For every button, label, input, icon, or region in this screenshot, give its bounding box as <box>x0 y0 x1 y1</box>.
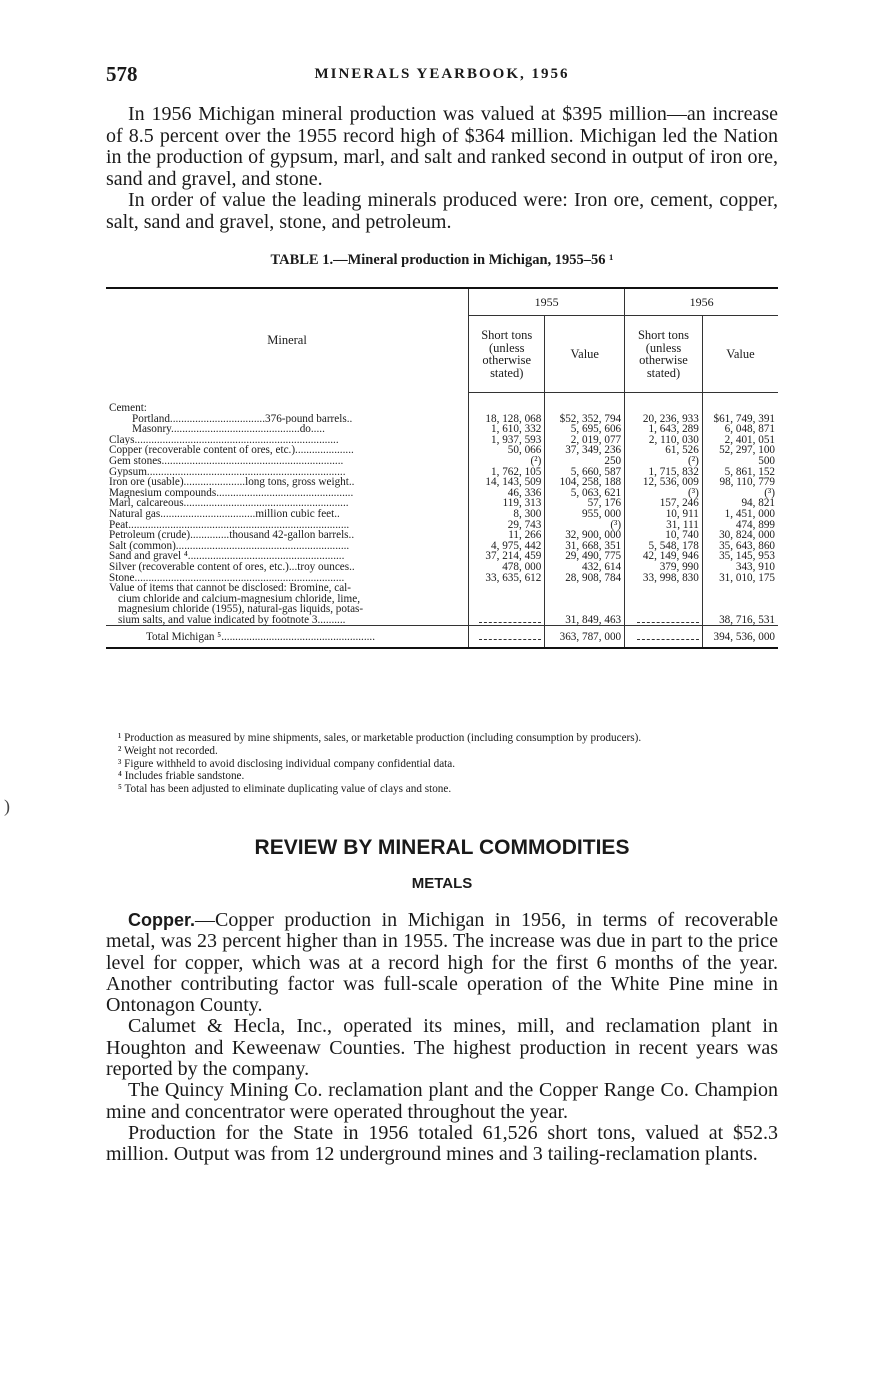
table-row <box>106 509 778 520</box>
cell-v56: 6, 048, 871 <box>702 424 778 435</box>
cell-v55: $52, 352, 794 <box>545 414 625 425</box>
cell-v56 <box>702 403 778 414</box>
cell-v55: 5, 695, 606 <box>545 424 625 435</box>
cell-t55 <box>469 583 545 594</box>
mineral-production-table <box>106 287 778 649</box>
table-row <box>106 445 778 456</box>
cell-v56: 500 <box>702 456 778 467</box>
table-row <box>106 573 778 584</box>
cell-v55: 32, 900, 000 <box>545 530 625 541</box>
margin-mark: ) <box>4 796 10 816</box>
cell-t55 <box>469 615 545 626</box>
cell-v56: 1, 451, 000 <box>702 509 778 520</box>
total-value-1955: 363, 787, 000 <box>545 626 625 648</box>
body-paragraph: Production for the State in 1956 totaled 61,526 short tons, valued at $52.3 million. Output was from 12 underground mines and 3 tailing-reclamation plants. <box>106 1121 778 1166</box>
cell-v55: 28, 908, 784 <box>545 573 625 584</box>
mineral-name: Peat............................................................................... <box>109 519 350 531</box>
mineral-name: Portland..................................376-pound barrels.. <box>132 413 353 425</box>
mineral-name: cium chloride and calcium-magnesium chloride, lime, <box>118 593 361 605</box>
cell-v55: (³) <box>545 520 625 531</box>
table-row <box>106 615 778 626</box>
mineral-name: Value of items that cannot be disclosed: Bromine, cal- <box>109 583 352 594</box>
col-header-value-1956: Value <box>702 316 778 393</box>
cell-t56: 5, 548, 178 <box>625 541 703 552</box>
table-row <box>106 456 778 467</box>
cell-t56: 1, 715, 832 <box>625 467 703 478</box>
footnote: ¹ Production as measured by mine shipments, sales, or marketable production (including consumption by producers). <box>118 732 642 744</box>
cell-t56 <box>625 615 703 626</box>
body-paragraph <box>106 910 778 1016</box>
cell-t56: 157, 246 <box>625 498 703 509</box>
cell-v56: 2, 401, 051 <box>702 435 778 446</box>
cell-v55: 29, 490, 775 <box>545 551 625 562</box>
paragraph-text: —Copper production in Michigan in 1956, in terms of recoverable metal, was 23 percent higher than in 1955. The increase was due in part to the price level for copper, which was at a record high for the first 6 months of the year. Another contributing factor was full-scale operation of the White Pine mine in Ontonagon County. <box>106 909 778 1017</box>
col-header-mineral: Mineral <box>267 333 307 348</box>
cell-v56: 343, 910 <box>702 562 778 573</box>
cell-v56: 38, 716, 531 <box>702 615 778 626</box>
page-number: 578 <box>106 62 138 86</box>
cell-v55: 250 <box>545 456 625 467</box>
intro-paragraph: In order of value the leading minerals produced were: Iron ore, cement, copper, salt, sand and gravel, stone, and petroleum. <box>106 189 778 233</box>
col-header-value-1955: Value <box>545 316 625 393</box>
table-body <box>106 393 778 626</box>
table-row <box>106 594 778 605</box>
cell-v56: 35, 145, 953 <box>702 551 778 562</box>
footnote: ⁴ Includes friable sandstone. <box>118 770 245 783</box>
cell-v55: 5, 660, 587 <box>545 467 625 478</box>
body-paragraph: Calumet & Hecla, Inc., operated its mines, mill, and reclamation plant in Houghton and Keweenaw Counties. The highest production in recent years was reported by the company. <box>106 1015 778 1081</box>
total-value-1956: 394, 536, 000 <box>702 626 778 648</box>
cell-t56: (²) <box>625 456 703 467</box>
empty-cell-dash <box>637 616 699 623</box>
cell-t55: 18, 128, 068 <box>469 414 545 425</box>
cell-t55 <box>469 594 545 605</box>
cell-t55: 46, 336 <box>469 488 545 499</box>
mineral-name: Gypsum....................................................................... <box>109 466 346 478</box>
mineral-name: Silver (recoverable content of ores, etc.)...troy ounces.. <box>109 561 355 573</box>
mineral-name: Copper (recoverable content of ores, etc.)..................... <box>109 445 354 456</box>
section-title: REVIEW BY MINERAL COMMODITIES <box>254 836 630 859</box>
cell-t56 <box>625 594 703 605</box>
cell-v55: 432, 614 <box>545 562 625 573</box>
cell-t55: 1, 610, 332 <box>469 424 545 435</box>
footnote: ² Weight not recorded. <box>118 744 218 757</box>
cell-v55: 31, 668, 351 <box>545 541 625 552</box>
cell-t56: 20, 236, 933 <box>625 414 703 425</box>
page-header <box>106 62 778 86</box>
cell-t55: 4, 975, 442 <box>469 541 545 552</box>
body-text <box>106 910 778 1166</box>
mineral-name: Natural gas..................................million cubic feet.. <box>109 508 340 520</box>
cell-v56: 52, 297, 100 <box>702 445 778 456</box>
mineral-name: Iron ore (usable)......................long tons, gross weight.. <box>109 477 355 488</box>
mineral-name: Cement: <box>109 403 147 414</box>
table-row <box>106 583 778 594</box>
cell-t55: 478, 000 <box>469 562 545 573</box>
run-in-heading: Copper. <box>128 910 196 930</box>
cell-t55: 1, 937, 593 <box>469 435 545 446</box>
cell-t55: 33, 635, 612 <box>469 573 545 584</box>
mineral-name: Marl, calcareous........................................................... <box>109 498 349 509</box>
cell-v55: 31, 849, 463 <box>545 615 625 626</box>
cell-t56: 2, 110, 030 <box>625 435 703 446</box>
cell-v56: 30, 824, 000 <box>702 530 778 541</box>
table-row <box>106 477 778 488</box>
col-header-1956: 1956 <box>625 288 778 316</box>
cell-v56: 94, 821 <box>702 498 778 509</box>
cell-t55: (²) <box>469 456 545 467</box>
intro-paragraph: In 1956 Michigan mineral production was valued at $395 million—an increase of 8.5 percent over the 1955 record high of $364 million. Michigan led the Nation in the production of gypsum, marl, and salt and ranked second in output of iron ore, sand and gravel, and stone. <box>106 103 778 190</box>
empty-cell-dash <box>479 616 541 623</box>
cell-v55: 104, 258, 188 <box>545 477 625 488</box>
cell-v56 <box>702 594 778 605</box>
cell-t56 <box>625 604 703 615</box>
total-label: Total Michigan ⁵....................................................... <box>106 626 469 648</box>
cell-v55 <box>545 594 625 605</box>
cell-t56: 1, 643, 289 <box>625 424 703 435</box>
cell-t55: 11, 266 <box>469 530 545 541</box>
mineral-name: Gem stones................................................................. <box>109 455 344 467</box>
table-total-row <box>106 626 778 648</box>
running-title: MINERALS YEARBOOK, 1956 <box>314 66 570 82</box>
col-header-1955: 1955 <box>469 288 625 316</box>
subsection-title: METALS <box>411 875 473 892</box>
cell-v55: 5, 063, 621 <box>545 488 625 499</box>
empty-cell-dash <box>479 633 541 640</box>
cell-v56: 98, 110, 779 <box>702 477 778 488</box>
footnote: ³ Figure withheld to avoid disclosing individual company confidential data. <box>118 757 456 770</box>
cell-t56: 12, 536, 009 <box>625 477 703 488</box>
mineral-name: sium salts, and value indicated by footnote 3.......... <box>118 614 346 626</box>
cell-v56 <box>702 583 778 594</box>
mineral-name: Salt (common).............................................................. <box>109 540 350 552</box>
cell-t56 <box>625 403 703 414</box>
cell-v55: 2, 019, 077 <box>545 435 625 446</box>
mineral-name: Masonry..............................................do..... <box>132 424 325 435</box>
table-row <box>106 562 778 573</box>
cell-t56: 61, 526 <box>625 445 703 456</box>
cell-t56: 10, 740 <box>625 530 703 541</box>
cell-t55: 1, 762, 105 <box>469 467 545 478</box>
cell-v55: 57, 176 <box>545 498 625 509</box>
table-row <box>106 604 778 615</box>
col-header-short-tons-1956: Short tons (unless otherwise stated) <box>625 316 703 393</box>
cell-t56: 379, 990 <box>625 562 703 573</box>
cell-t56: 42, 149, 946 <box>625 551 703 562</box>
cell-v56: $61, 749, 391 <box>702 414 778 425</box>
cell-v55 <box>545 583 625 594</box>
footnote: ⁵ Total has been adjusted to eliminate duplicating value of clays and stone. <box>118 783 452 796</box>
col-header-short-tons-1955: Short tons (unless otherwise stated) <box>469 316 545 393</box>
cell-t55: 14, 143, 509 <box>469 477 545 488</box>
mineral-name: Petroleum (crude)..............thousand 42-gallon barrels.. <box>109 530 355 541</box>
cell-v56: 31, 010, 175 <box>702 573 778 584</box>
cell-t55 <box>469 604 545 615</box>
mineral-name: magnesium chloride (1955), natural-gas liquids, potas- <box>118 604 364 615</box>
cell-t55: 8, 300 <box>469 509 545 520</box>
body-paragraph: The Quincy Mining Co. reclamation plant and the Copper Range Co. Champion mine and concentrator were operated throughout the year. <box>106 1079 778 1123</box>
mineral-name: Clays......................................................................... <box>109 434 339 446</box>
cell-v55 <box>545 403 625 414</box>
cell-v56: 5, 861, 152 <box>702 467 778 478</box>
intro-section <box>106 104 778 233</box>
mineral-name: Magnesium compounds................................................. <box>109 487 354 499</box>
cell-t55 <box>469 403 545 414</box>
cell-t55: 29, 743 <box>469 520 545 531</box>
cell-t56: (³) <box>625 488 703 499</box>
empty-cell-dash <box>637 633 699 640</box>
cell-v56: 35, 643, 860 <box>702 541 778 552</box>
cell-v55: 955, 000 <box>545 509 625 520</box>
mineral-name: Sand and gravel ⁴........................................................ <box>109 551 345 562</box>
cell-t55: 50, 066 <box>469 445 545 456</box>
table-footnotes <box>106 732 778 796</box>
cell-t55: 37, 214, 459 <box>469 551 545 562</box>
cell-v56: 474, 899 <box>702 520 778 531</box>
mineral-name: Stone........................................................................... <box>109 572 345 584</box>
cell-t55: 119, 313 <box>469 498 545 509</box>
cell-t56 <box>625 583 703 594</box>
cell-v56: (³) <box>702 488 778 499</box>
table-row <box>106 403 778 414</box>
cell-t56: 33, 998, 830 <box>625 573 703 584</box>
cell-v55: 37, 349, 236 <box>545 445 625 456</box>
cell-t56: 10, 911 <box>625 509 703 520</box>
table-title: TABLE 1.—Mineral production in Michigan, 1955–56 ¹ <box>270 252 614 268</box>
cell-t56: 31, 111 <box>625 520 703 531</box>
